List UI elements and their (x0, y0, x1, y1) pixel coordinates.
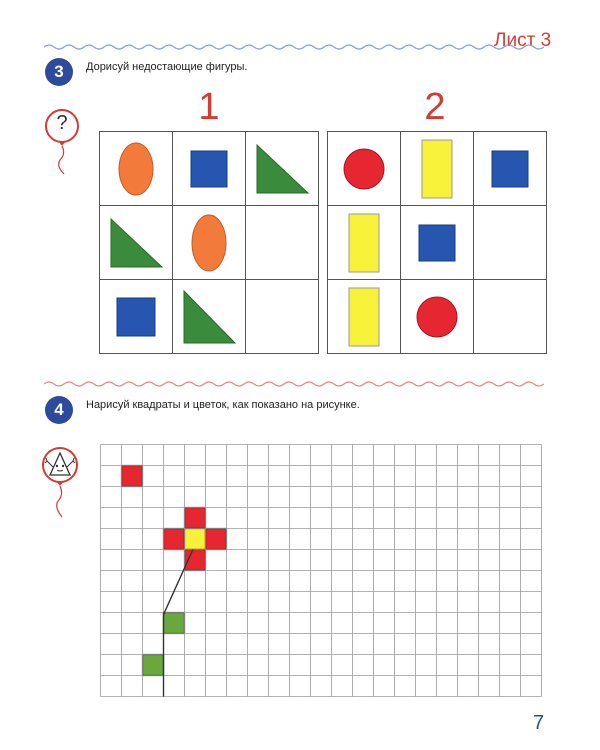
green-triangle-shape (108, 217, 164, 269)
task-4-number-badge: 4 (45, 396, 73, 424)
question-balloon-icon (42, 108, 82, 178)
triangle-character-balloon-icon (38, 445, 78, 515)
puzzle-grid-2 (327, 131, 547, 354)
grid1-cell[interactable] (246, 132, 319, 206)
grid1-cell[interactable] (100, 280, 173, 354)
grid2-cell[interactable] (401, 206, 474, 280)
filled-cell-red[interactable] (185, 508, 206, 529)
sheet-title: Лист 3 (494, 30, 552, 51)
filled-cell-red[interactable] (164, 529, 185, 550)
grid1-cell[interactable] (100, 206, 173, 280)
green-triangle-shape (181, 289, 237, 345)
grid1-cell[interactable] (173, 132, 246, 206)
blue-square-shape (190, 150, 228, 188)
grid2-cell[interactable] (401, 280, 474, 354)
blue-square-shape (491, 150, 529, 188)
red-circle-shape (342, 147, 386, 191)
grid-2-label: 2 (424, 86, 446, 128)
filled-cell-red[interactable] (206, 529, 227, 550)
grid2-cell[interactable] (328, 206, 401, 280)
grid2-cell[interactable] (328, 132, 401, 206)
drawing-grid[interactable] (100, 444, 542, 698)
puzzle-grid-1 (99, 131, 319, 354)
yellow-rectangle-shape (421, 139, 453, 199)
task-3-number-badge: 3 (45, 58, 73, 86)
grid1-cell[interactable] (173, 206, 246, 280)
grid2-empty-cell[interactable] (474, 280, 547, 354)
blue-square-shape (418, 224, 456, 262)
task-3-instruction: Дорисуй недостающие фигуры. (86, 61, 248, 73)
filled-cell-flower_green[interactable] (143, 655, 164, 676)
grid1-cell[interactable] (173, 280, 246, 354)
yellow-rectangle-shape (348, 287, 380, 347)
task-4-instruction: Нарисуй квадраты и цветок, как показано на рисунке. (86, 399, 360, 411)
green-triangle-shape (254, 143, 310, 195)
grid2-cell[interactable] (328, 280, 401, 354)
orange-oval-shape (189, 213, 229, 273)
page-number: 7 (533, 712, 545, 734)
middle-wavy-divider (44, 380, 544, 388)
grid2-cell[interactable] (401, 132, 474, 206)
grid-1-label: 1 (198, 86, 220, 128)
filled-cell-yellow[interactable] (185, 529, 206, 550)
yellow-rectangle-shape (348, 213, 380, 273)
balloon-question-mark: ? (56, 112, 68, 134)
grid1-cell[interactable] (100, 132, 173, 206)
blue-square-shape (116, 297, 156, 337)
orange-oval-shape (116, 141, 156, 197)
grid2-cell[interactable] (474, 132, 547, 206)
red-circle-shape (415, 295, 459, 339)
grid-lines (101, 445, 542, 697)
top-wavy-divider (44, 43, 544, 51)
grid2-empty-cell[interactable] (474, 206, 547, 280)
filled-cell-flower_green[interactable] (164, 613, 185, 634)
grid1-empty-cell[interactable] (246, 280, 319, 354)
filled-cell-red[interactable] (122, 466, 143, 487)
grid1-empty-cell[interactable] (246, 206, 319, 280)
